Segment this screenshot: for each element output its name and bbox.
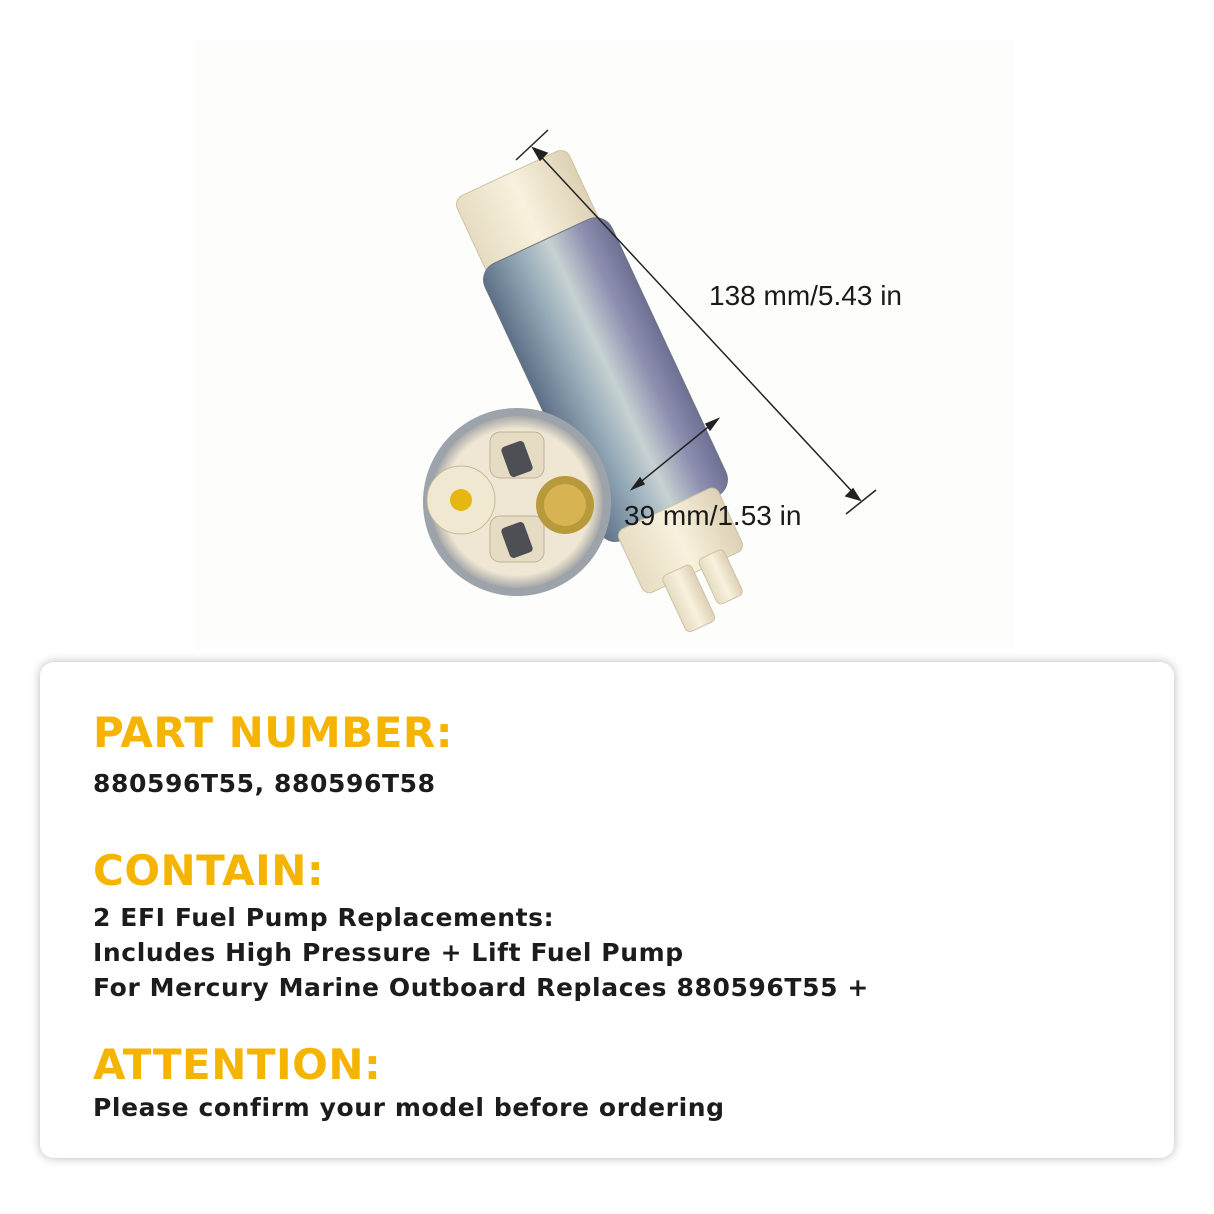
info-card: [40, 662, 1174, 1158]
length-dimension-label: 138 mm/5.43 in: [709, 280, 902, 311]
pump-end-view: [423, 408, 611, 596]
contain-line-2: Includes High Pressure + Lift Fuel Pump: [93, 938, 684, 967]
part-number-text: 880596T55, 880596T58: [93, 769, 436, 798]
part-number-heading: PART NUMBER:: [93, 708, 454, 757]
diameter-dimension-label: 39 mm/1.53 in: [624, 500, 802, 531]
contain-line-1: 2 EFI Fuel Pump Replacements:: [93, 903, 555, 932]
contain-text: [93, 900, 869, 1005]
attention-text: Please confirm your model before ordering: [93, 1093, 725, 1122]
contain-heading: CONTAIN:: [93, 846, 325, 895]
contain-line-3: For Mercury Marine Outboard Replaces 880596T55 +: [93, 973, 869, 1002]
attention-heading: ATTENTION:: [93, 1040, 382, 1089]
